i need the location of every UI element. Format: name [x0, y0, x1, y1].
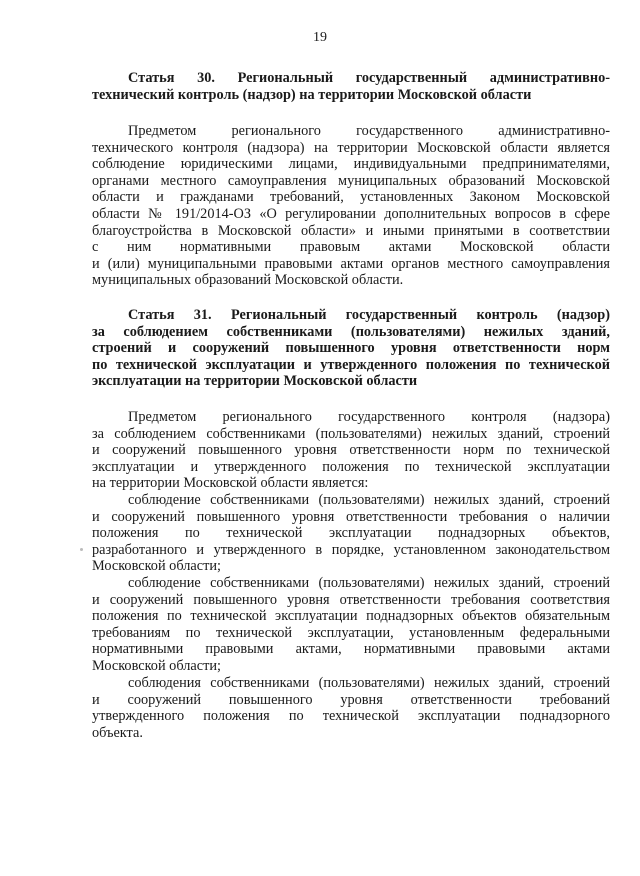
heading-line: Статья 31. Региональный государственный контроль (надзор) — [128, 307, 610, 323]
text-line: и (или) муниципальными правовыми актами органов местного самоуправления — [92, 255, 610, 272]
heading-line: по технической эксплуатации и утвержденного положения по технической — [92, 356, 610, 373]
text-line: и сооружений повышенного уровня ответственности требования о наличии — [92, 508, 610, 525]
text-line: нормативными правовыми актами, нормативными правовыми актами — [92, 641, 610, 658]
heading-line: эксплуатации на территории Московской области — [92, 373, 418, 390]
article-31-item-2 — [92, 575, 610, 675]
text-line: и сооружений повышенного уровня ответственности требований — [92, 691, 610, 708]
article-30-body — [92, 123, 610, 289]
text-line: за соблюдением собственниками (пользователями) нежилых зданий, строений — [92, 425, 610, 442]
page-number: 19 — [313, 30, 327, 45]
scan-speck — [80, 548, 83, 551]
text-line: требованиям по технической эксплуатации, установленным федеральными — [92, 624, 610, 641]
heading-line: Статья 30. Региональный государственный административно- — [128, 70, 610, 86]
article-31-heading — [92, 307, 610, 390]
text-line: с ним нормативными правовым актами Московской области — [92, 239, 610, 256]
text-line: положения по технической эксплуатации поднадзорных объектов обязательным — [92, 608, 610, 625]
text-line: благоустройства в Московской области» и иными принятыми в соответствии — [92, 222, 610, 239]
text-line: положения по технической эксплуатации поднадзорных объектов, — [92, 525, 610, 542]
text-line: Московской области; — [92, 657, 221, 674]
article-31-intro — [92, 409, 610, 492]
text-line: и сооружений повышенного уровня ответственности норм по технической — [92, 442, 610, 459]
text-line: утвержденного положения по технической эксплуатации поднадзорного — [92, 708, 610, 725]
heading-line: за соблюдением собственниками (пользователями) нежилых зданий, — [92, 323, 610, 340]
text-line: области № 191/2014-ОЗ «О регулировании дополнительных вопросов в сфере — [92, 205, 610, 222]
text-line: на территории Московской области является: — [92, 475, 369, 492]
text-line: технического контроля (надзора) на территории Московской области является — [92, 139, 610, 156]
article-31-item-1 — [92, 492, 610, 575]
article-30-heading — [92, 70, 610, 103]
text-line: соблюдение юридическими лицами, индивидуальными предпринимателями, — [92, 156, 610, 173]
text-line: соблюдение собственниками (пользователями) нежилых зданий, строений — [128, 575, 610, 591]
text-line: разработанного и утвержденного в порядке, установленном законодательством — [92, 541, 610, 558]
text-line: соблюдение собственниками (пользователями) нежилых зданий, строений — [128, 492, 610, 508]
text-line: Московской области; — [92, 558, 221, 575]
article-31-item-3 — [92, 675, 610, 741]
text-line: области и гражданами требований, установленных Законом Московской — [92, 189, 610, 206]
text-line: Предметом регионального государственного контроля (надзора) — [128, 409, 610, 425]
text-line: Предметом регионального государственного административно- — [128, 123, 610, 139]
heading-line: строений и сооружений повышенного уровня ответственности норм — [92, 340, 610, 357]
text-line: органами местного самоуправления муниципальных образований Московской — [92, 172, 610, 189]
heading-line: технический контроль (надзор) на территории Московской области — [92, 86, 532, 103]
text-line: и сооружений повышенного уровня ответственности требования соответствия — [92, 591, 610, 608]
text-line: муниципальных образований Московской области. — [92, 272, 404, 289]
text-line: эксплуатации и утвержденного положения по технической эксплуатации — [92, 458, 610, 475]
text-line: соблюдения собственниками (пользователями) нежилых зданий, строений — [128, 675, 610, 691]
text-line: объекта. — [92, 724, 143, 741]
